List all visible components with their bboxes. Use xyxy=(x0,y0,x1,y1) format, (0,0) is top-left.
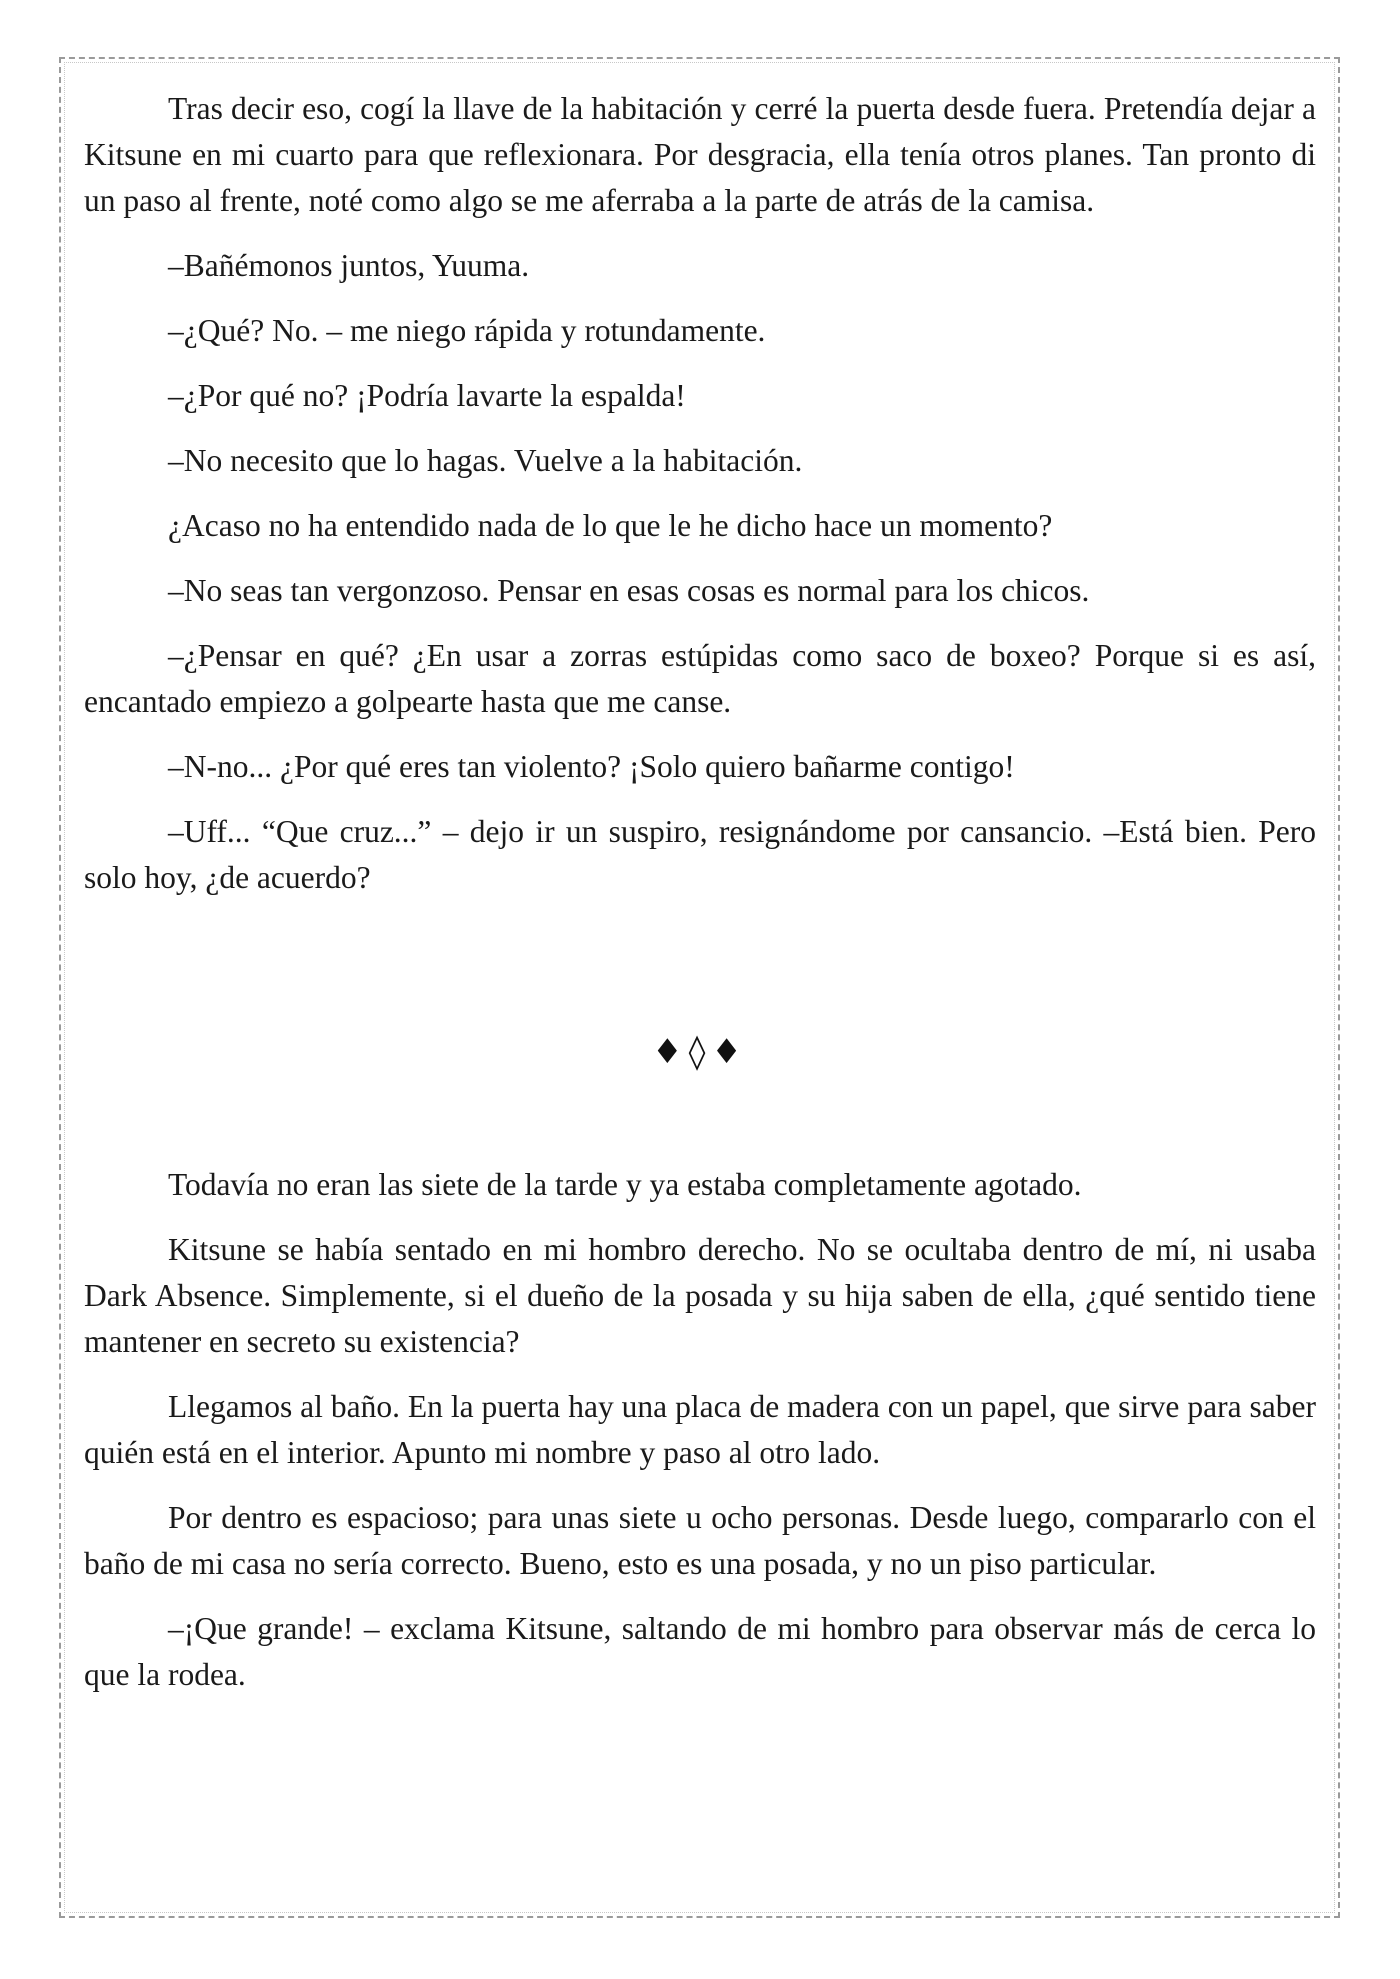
scene-separator: ♦◊♦ xyxy=(652,1032,748,1072)
paragraph: –Uff... “Que cruz...” – dejo ir un suspiro, resignándome por cansancio. –Está bien. Pero solo hoy, ¿de acuerdo? xyxy=(84,814,1316,895)
paragraph: Kitsune se había sentado en mi hombro derecho. No se ocultaba dentro de mí, ni usaba Dark Absence. Simplemente, si el dueño de la posada y su hija saben de ella, ¿qué sentido tiene mantener en secreto su existencia? xyxy=(84,1232,1316,1359)
paragraph: –N-no... ¿Por qué eres tan violento? ¡Solo quiero bañarme contigo! xyxy=(168,749,1015,784)
paragraph: –Bañémonos juntos, Yuuma. xyxy=(168,248,530,283)
paragraph: Tras decir eso, cogí la llave de la habitación y cerré la puerta desde fuera. Pretendía dejar a Kitsune en mi cuarto para que reflexionara. Por desgracia, ella tenía otros planes. Tan pronto di un paso al frente, noté como algo se me aferraba a la parte de atrás de la camisa. xyxy=(84,91,1316,218)
paragraph: Llegamos al baño. En la puerta hay una placa de madera con un papel, que sirve para saber quién está en el interior. Apunto mi nombre y paso al otro lado. xyxy=(84,1389,1316,1470)
paragraph: –¿Por qué no? ¡Podría lavarte la espalda! xyxy=(168,378,686,413)
text-section-1 xyxy=(84,86,1316,920)
paragraph: Todavía no eran las siete de la tarde y ya estaba completamente agotado. xyxy=(168,1167,1082,1202)
paragraph: ¿Acaso no ha entendido nada de lo que le he dicho hace un momento? xyxy=(168,508,1053,543)
paragraph: –No necesito que lo hagas. Vuelve a la habitación. xyxy=(168,443,803,478)
text-section-2 xyxy=(84,1162,1316,1717)
paragraph: –¿Qué? No. – me niego rápida y rotundamente. xyxy=(168,313,766,348)
paragraph: –No seas tan vergonzoso. Pensar en esas cosas es normal para los chicos. xyxy=(168,573,1090,608)
paragraph: –¡Que grande! – exclama Kitsune, saltando de mi hombro para observar más de cerca lo que la rodea. xyxy=(84,1611,1316,1692)
paragraph: –¿Pensar en qué? ¿En usar a zorras estúpidas como saco de boxeo? Porque si es así, encantado empiezo a golpearte hasta que me canse. xyxy=(84,638,1316,719)
paragraph: Por dentro es espacioso; para unas siete u ocho personas. Desde luego, compararlo con el baño de mi casa no sería correcto. Bueno, esto es una posada, y no un piso particular. xyxy=(84,1500,1316,1581)
